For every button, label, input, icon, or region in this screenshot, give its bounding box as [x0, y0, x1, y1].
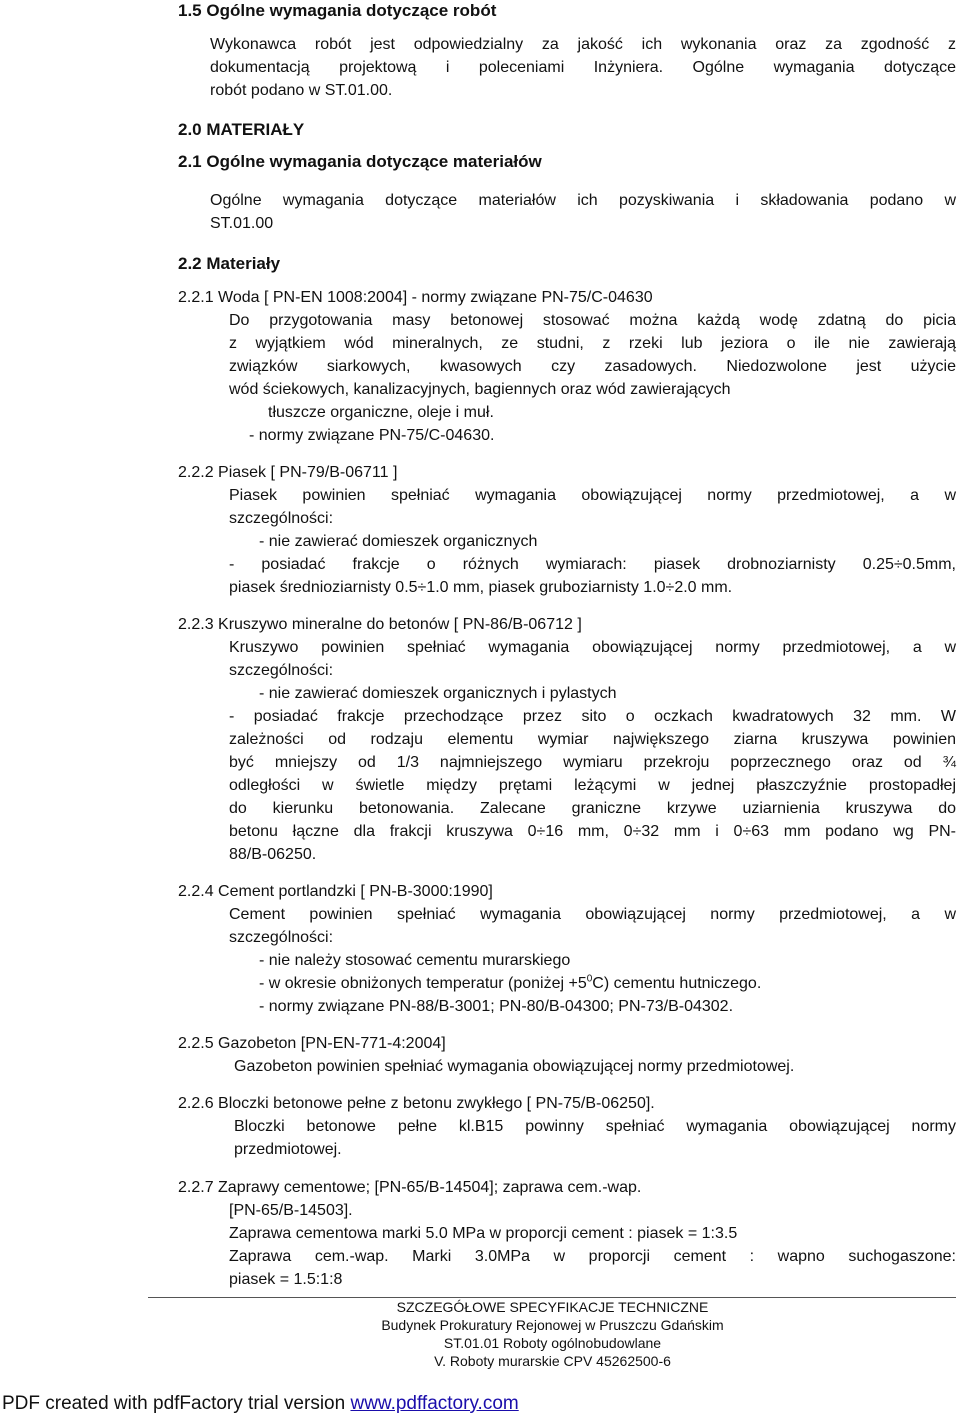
paragraph-line: szczególności:	[229, 929, 334, 946]
paragraph-line: Piasek powinien spełniać wymagania obowiązującej normy przedmiotowej, a w	[229, 487, 956, 504]
paragraph-line: - normy związane PN-75/C-04630.	[249, 427, 495, 444]
paragraph-line: piasek średnioziarnisty 0.5÷1.0 mm, piasek gruboziarnisty 1.0÷2.0 mm.	[229, 579, 733, 596]
paragraph-line: Ogólne wymagania dotyczące materiałów ich pozyskiwania i składowania podano w	[210, 192, 956, 209]
list-item-text: - w okresie obniżonych temperatur (poniżej +5	[259, 975, 587, 992]
section-heading-2-1: 2.1 Ogólne wymagania dotyczące materiałów	[178, 152, 542, 171]
pdf-watermark	[2, 1392, 519, 1416]
subsection-title-2-2-4: 2.2.4 Cement portlandzki [ PN-B-3000:1990]	[178, 883, 493, 900]
footer-line: ST.01.01 Roboty ogólnobudowlane	[443, 1335, 662, 1351]
subsection-title-2-2-7: 2.2.7 Zaprawy cementowe; [PN-65/B-14504]; zaprawa cem.-wap.	[178, 1179, 642, 1196]
footer-line: V. Roboty murarskie CPV 45262500-6	[434, 1353, 671, 1369]
paragraph-line: do kierunku betonowania. Zalecane graniczne krzywe uziarnienia kruszywa do	[229, 800, 956, 817]
paragraph-line: robót podano w ST.01.00.	[210, 82, 393, 99]
list-item: - posiadać frakcje o różnych wymiarach: piasek drobnoziarnisty 0.25÷0.5mm,	[229, 556, 956, 573]
section-heading-2-2: 2.2 Materiały	[178, 254, 281, 273]
paragraph-line: piasek = 1.5:1:8	[229, 1271, 343, 1288]
paragraph-line: betonu łączne dla frakcji kruszywa 0÷16 mm, 0÷32 mm i 0÷63 mm podano wg PN-	[229, 823, 956, 840]
list-item: - nie należy stosować cementu murarskiego	[259, 952, 571, 969]
paragraph-line: Zaprawa cementowa marki 5.0 MPa w proporcji cement : piasek = 1:3.5	[229, 1225, 738, 1242]
subsection-title-2-2-1: 2.2.1 Woda [ PN-EN 1008:2004] - normy związane PN-75/C-04630	[178, 289, 653, 306]
footer-line: SZCZEGÓŁOWE SPECYFIKACJE TECHNICZNE	[396, 1299, 709, 1315]
paragraph-line: [PN-65/B-14503].	[229, 1202, 353, 1219]
paragraph-line: odległości w świetle między prętami leżącymi w jednej płaszczyźnie prostopadłej	[229, 777, 956, 794]
paragraph-line: Bloczki betonowe pełne kl.B15 powinny spełniać wymagania obowiązującej normy	[234, 1118, 956, 1135]
paragraph-line: ST.01.00	[210, 215, 274, 232]
paragraph-line: przedmiotowej.	[234, 1141, 342, 1158]
list-item: - posiadać frakcje przechodzące przez sito o oczkach kwadratowych 32 mm. W	[229, 708, 956, 725]
paragraph-line: dokumentacją projektową i poleceniami Inżyniera. Ogólne wymagania dotyczące	[210, 59, 956, 76]
section-heading-1-5: 1.5 Ogólne wymagania dotyczące robót	[178, 1, 497, 20]
paragraph-line: zależności od rodzaju elementu wymiar największego ziarna kruszywa powinien	[229, 731, 956, 748]
pdffactory-link[interactable]: www.pdffactory.com	[350, 1393, 519, 1414]
paragraph-line: szczególności:	[229, 510, 334, 527]
list-item: - nie zawierać domieszek organicznych	[259, 533, 538, 550]
list-item: - nie zawierać domieszek organicznych i pylastych	[259, 685, 617, 702]
paragraph-line: Wykonawca robót jest odpowiedzialny za jakość ich wykonania oraz za zgodność z	[210, 36, 956, 53]
paragraph-line: wód ściekowych, kanalizacyjnych, bagiennych oraz wód zawierających	[229, 381, 731, 398]
paragraph-line: 88/B-06250.	[229, 846, 317, 863]
pdf-watermark-text: PDF created with pdfFactory trial version	[2, 1393, 351, 1414]
section-heading-2-0: 2.0 MATERIAŁY	[178, 120, 305, 139]
paragraph-line: Cement powinien spełniać wymagania obowiązującej normy przedmiotowej, a w	[229, 906, 956, 923]
subsection-title-2-2-6: 2.2.6 Bloczki betonowe pełne z betonu zwykłego [ PN-75/B-06250].	[178, 1095, 655, 1112]
subsection-title-2-2-3: 2.2.3 Kruszywo mineralne do betonów [ PN-86/B-06712 ]	[178, 616, 582, 633]
paragraph-line: tłuszcze organiczne, oleje i muł.	[268, 404, 494, 421]
list-item	[259, 972, 761, 995]
paragraph-line: być mniejszy od 1/3 najmniejszego wymiaru przekroju poprzecznego oraz od ¾	[229, 754, 956, 771]
paragraph-line: szczególności:	[229, 662, 334, 679]
subsection-title-2-2-2: 2.2.2 Piasek [ PN-79/B-06711 ]	[178, 464, 398, 481]
subsection-title-2-2-5: 2.2.5 Gazobeton [PN-EN-771-4:2004]	[178, 1035, 446, 1052]
paragraph-line: Zaprawa cem.-wap. Marki 3.0MPa w proporcji cement : wapno suchogaszone:	[229, 1248, 956, 1265]
paragraph-line: Gazobeton powinien spełniać wymagania obowiązującej normy przedmiotowej.	[234, 1058, 795, 1075]
list-item: - normy związane PN-88/B-3001; PN-80/B-04300; PN-73/B-04302.	[259, 998, 734, 1015]
list-item-text: C) cementu hutniczego.	[592, 975, 762, 992]
paragraph-line: Kruszywo powinien spełniać wymagania obowiązującej normy przedmiotowej, a w	[229, 639, 956, 656]
superscript: 0	[586, 973, 593, 985]
footer-line: Budynek Prokuratury Rejonowej w Pruszczu Gdańskim	[381, 1317, 724, 1333]
paragraph-line: związków siarkowych, kwasowych czy zasadowych. Niedozwolone jest użycie	[229, 358, 956, 375]
paragraph-line: z wyjątkiem wód mineralnych, ze studni, z rzeki lub jeziora o ile nie zawierają	[229, 335, 956, 352]
paragraph-line: Do przygotowania masy betonowej stosować można każdą wodę zdatną do picia	[229, 312, 956, 329]
